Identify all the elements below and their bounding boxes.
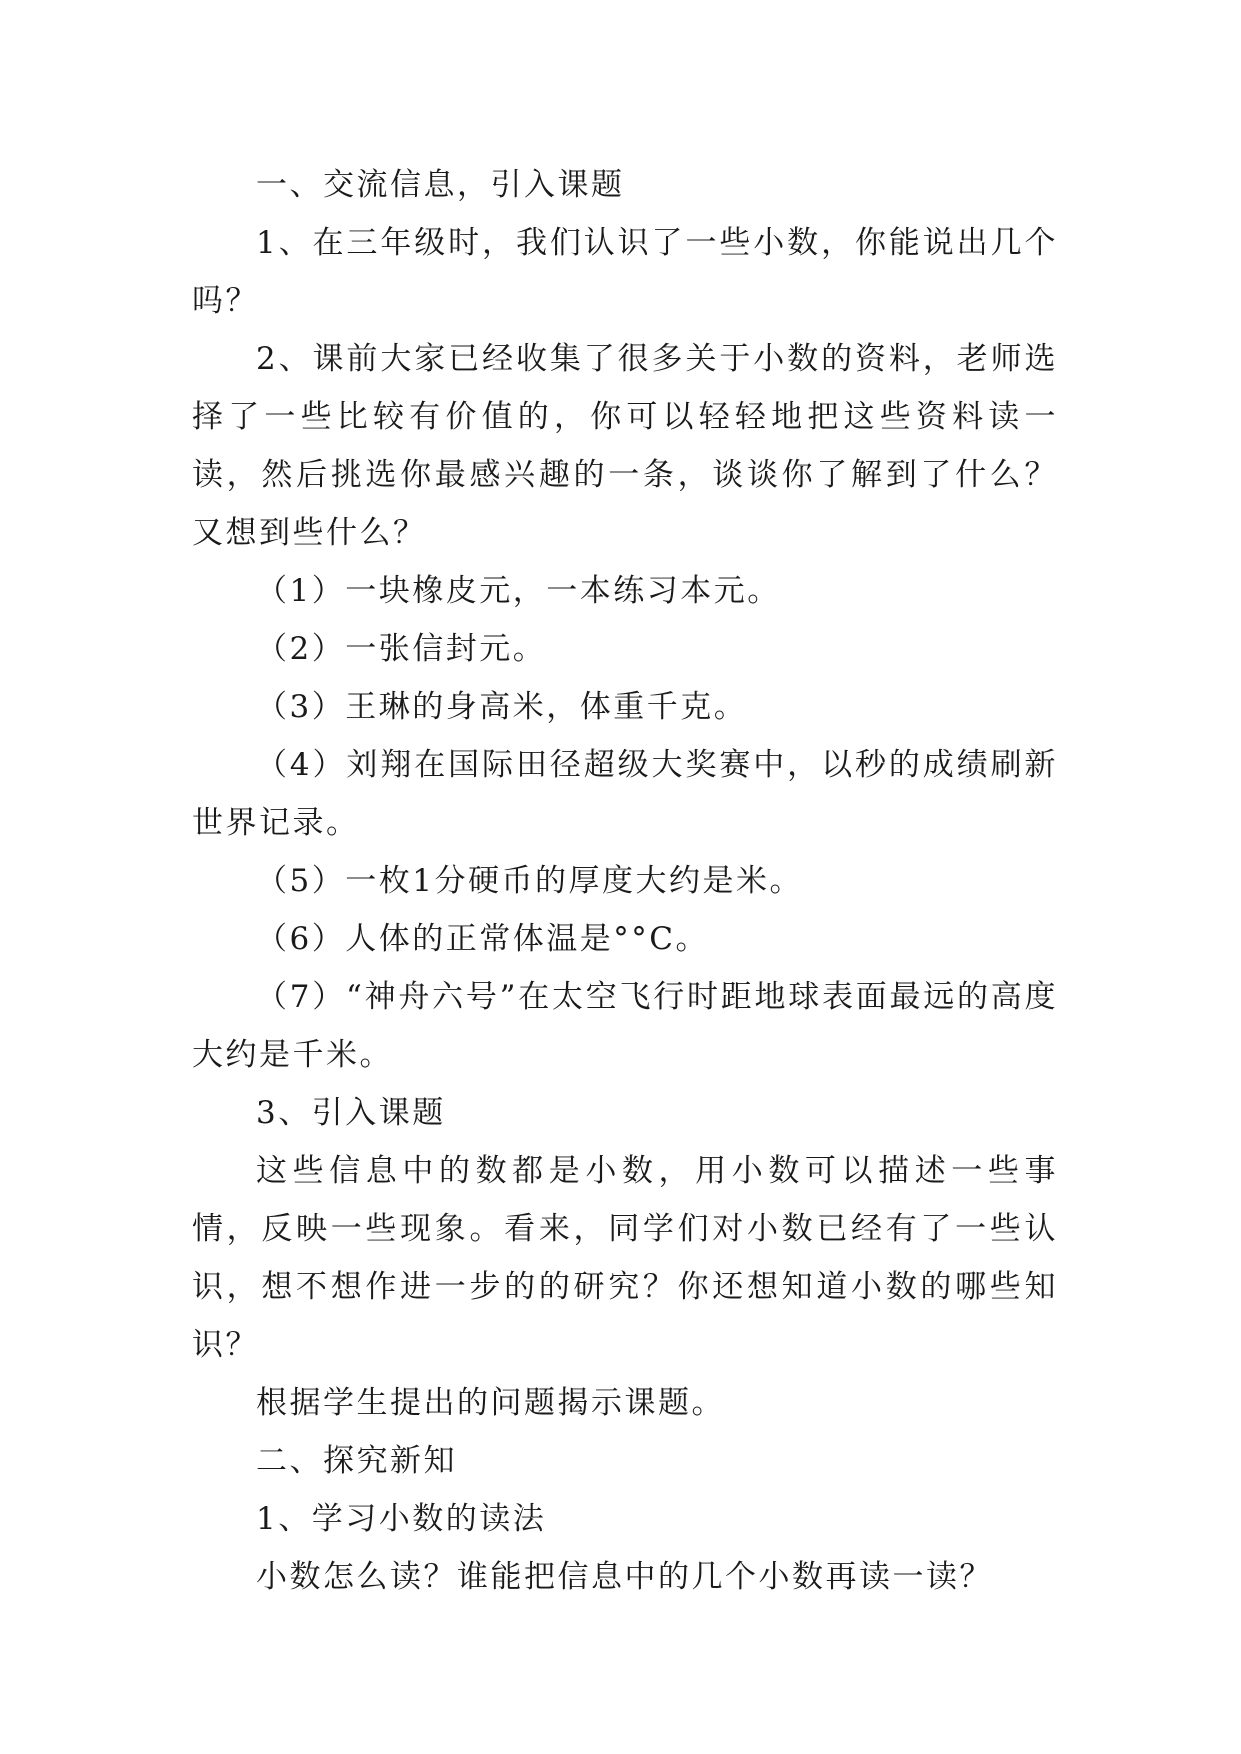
document-body	[192, 156, 1058, 1606]
sub-heading: 1、学习小数的读法	[256, 1501, 547, 1537]
section-heading: 二、探究新知	[256, 1443, 457, 1479]
section-heading: 一、交流信息，引入课题	[256, 167, 625, 203]
paragraph: 根据学生提出的问题揭示课题。	[256, 1385, 725, 1421]
list-item: （3）王琳的身高米，体重千克。	[256, 689, 748, 725]
paragraph: 这些信息中的数都是小数，用小数可以描述一些事情，反映一些现象。看来，同学们对小数已经有了一些认识，想不想作进一步的的研究？你还想知道小数的哪些知识？	[192, 1153, 1058, 1363]
list-item: （4）刘翔在国际田径超级大奖赛中，以秒的成绩刷新世界记录。	[192, 747, 1058, 841]
paragraph: 小数怎么读？谁能把信息中的几个小数再读一读？	[256, 1559, 993, 1595]
list-item: （2）一张信封元。	[256, 631, 547, 667]
paragraph: 1、在三年级时，我们认识了一些小数，你能说出几个吗？	[192, 225, 1058, 319]
paragraph: 2、课前大家已经收集了很多关于小数的资料，老师选择了一些比较有价值的，你可以轻轻地把这些资料读一读，然后挑选你最感兴趣的一条，谈谈你了解到了什么？又想到些什么？	[192, 341, 1058, 551]
list-item: （1）一块橡皮元，一本练习本元。	[256, 573, 781, 609]
list-item: （5）一枚1分硬币的厚度大约是米。	[256, 863, 803, 899]
list-item: （6）人体的正常体温是°°C。	[256, 921, 709, 957]
list-item: （7）“神舟六号”在太空飞行时距地球表面最远的高度大约是千米。	[192, 979, 1058, 1073]
sub-heading: 3、引入课题	[256, 1095, 446, 1131]
